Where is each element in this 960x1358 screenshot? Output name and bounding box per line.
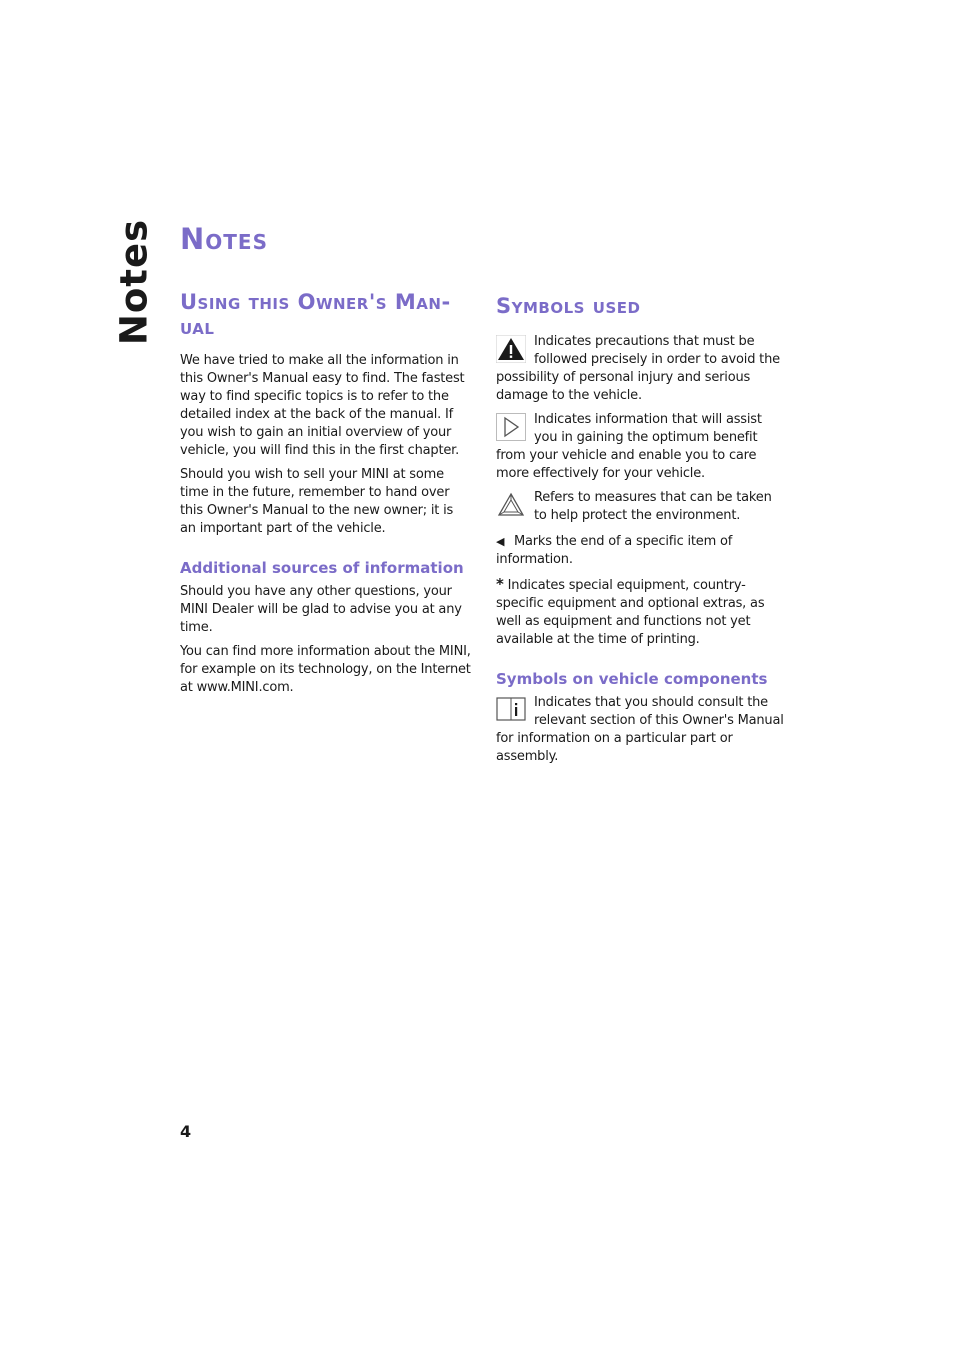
end-mark-icon: ◀ [496,535,505,548]
section-heading-symbols: Symbols used [496,294,641,318]
warning-triangle-icon [496,335,530,365]
paragraph: We have tried to make all the information in this Owner's Manual easy to find. The fastest way to find specific topics is to refer to the detailed index at the back of the manual. If you wish to gain an initial overview of your vehicle, you will find this in the first chapter. [180,353,465,458]
subheading-additional-sources: Additional sources of information [180,559,464,577]
recycle-icon [496,491,530,521]
sidebar-tab [110,218,158,346]
info-arrow-icon [496,413,530,443]
right-column [496,294,788,772]
symbol-entry-environment: Refers to measures that can be taken to help protect the environment. [496,489,788,525]
manual-book-icon [496,696,530,726]
symbol-entry-info: Indicates information that will assist you in gaining the optimum benefit from your vehicle and enable you to care more effectively for your vehicle. [496,412,762,481]
symbol-entry-end-mark: ◀ Marks the end of a specific item of information. [496,534,733,567]
page-number: 4 [180,1122,192,1141]
paragraph: Should you wish to sell your MINI at some time in the future, remember to hand over this Owner's Manual to the new owner; it is an important part of the vehicle. [180,467,454,536]
symbol-entry-warning: Indicates precautions that must be followed precisely in order to avoid the possibility of personal injury and serious damage to the vehicle. [496,334,780,403]
symbol-entry-component: Indicates that you should consult the relevant section of this Owner's Manual for information on a particular part or assembly. [496,695,784,764]
left-column [180,290,472,703]
symbol-entry-asterisk: * Indicates special equipment, country-specific equipment and optional extras, as well as equipment and functions not yet available at the time of printing. [496,575,765,647]
paragraph: You can find more information about the MINI, for example on its technology, on the Internet at www.MINI.com. [180,644,471,695]
page-title: Notes [180,222,268,256]
sidebar-tab-label: Notes [112,218,156,346]
asterisk-icon: * [496,575,504,593]
section-heading-manual: Using this Owner's Man- ual [180,290,451,339]
subheading-vehicle-components: Symbols on vehicle components [496,670,768,688]
paragraph: Should you have any other questions, your MINI Dealer will be glad to advise you at any time. [180,584,462,635]
